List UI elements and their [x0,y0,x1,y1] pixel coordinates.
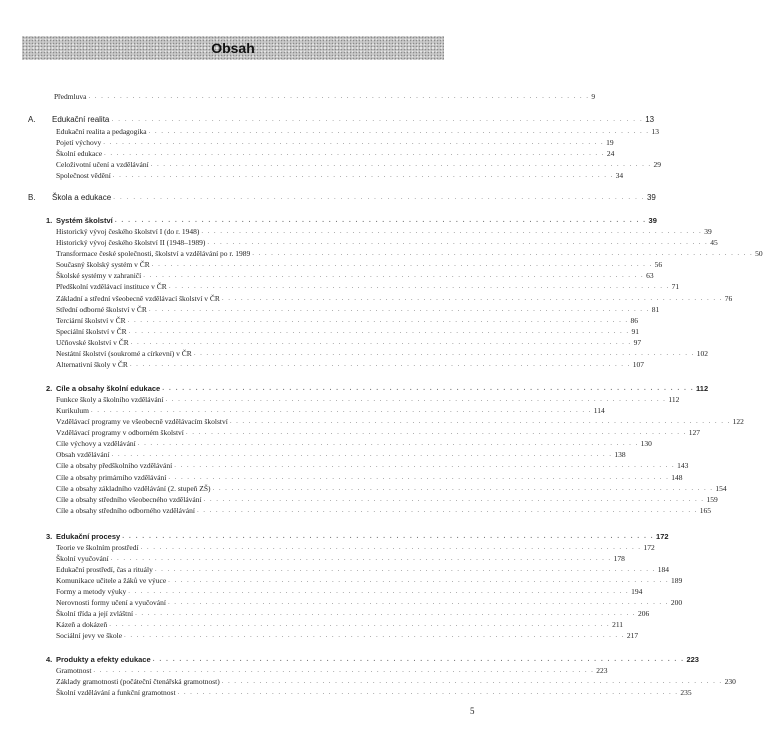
toc-label: Školní edukace [56,149,103,158]
toc-page-number: 19 [606,138,614,147]
toc-label: Cíle a obsahy primárního vzdělávání [56,473,167,482]
dot-leader: . . . . . . . . . . . . . . . . . . . . . . . . . . . . . . . . . . . . . . . . . . . . . . . . . . . . . . . . . . . . . . . . . . . . . . . . . . . . . . . . [130,338,632,346]
toc-page-number: 127 [688,428,700,437]
toc-label: Historický vývoj českého školství I (do r. 1948) [56,227,200,236]
toc-page-number: 206 [637,609,650,618]
toc-label: Kázeň a dokázeň [56,620,108,629]
toc-page-number: 184 [657,565,669,574]
toc-page-number: 189 [671,576,683,585]
toc-entry[interactable] [56,303,660,314]
toc-entry[interactable] [56,493,718,504]
toc-entry[interactable] [56,336,642,347]
toc-label: Nestátní školství (soukromé a církevní) v ČR [56,349,192,358]
toc-page-number: 148 [671,473,683,482]
toc-page-number: 39 [648,216,657,225]
dot-leader: . . . . . . . . . . . . . . . . . . . . . . . . . . . . . . . . . . . . . . . . . . . . . . . . . . . . . . . . . . . . . . . . . . . . . . . . . . . . . . . . [154,565,656,573]
toc-entry[interactable] [56,169,624,180]
toc-entry[interactable] [56,147,615,158]
toc-page-number: 39 [704,227,712,236]
toc-label: Školské systémy v zahraničí [56,271,142,280]
toc-page-number: 172 [643,543,655,552]
toc-page-number: 63 [646,271,654,280]
toc-entry[interactable] [56,629,639,640]
toc-page-number: 107 [632,360,644,369]
dot-leader: . . . . . . . . . . . . . . . . . . . . . . . . . . . . . . . . . . . . . . . . . . . . . . . . . . . . . . . . . . . . . . . . . . . . . . . . . . . . . . . . [111,450,613,458]
dot-leader: . . . . . . . . . . . . . . . . . . . . . . . . . . . . . . . . . . . . . . . . . . . . . . . . . . . . . . . . . . . . . . . . . . . . . . . . . . . . . . . . [168,576,670,584]
toc-page-number: 9 [591,92,596,101]
toc-label: Školní vyučování [56,554,109,563]
toc-label: Sociální jevy ve škole [56,631,123,640]
toc-entry[interactable] [56,325,639,336]
toc-page-number: 39 [646,193,656,202]
toc-entry[interactable] [56,314,639,325]
toc-page-number: 102 [696,349,708,358]
toc-label: Speciální školství v ČR [56,327,127,336]
toc-label: Škola a edukace [52,193,112,202]
toc-entry[interactable] [56,415,744,426]
dot-leader: . . . . . . . . . . . . . . . . . . . . . . . . . . . . . . . . . . . . . . . . . . . . . . . . . . . . . . . . . . . . . . . . . . . . . . . . . . . . . . . . [177,688,679,696]
toc-page-number: 194 [631,587,643,596]
dot-leader: . . . . . . . . . . . . . . . . . . . . . . . . . . . . . . . . . . . . . . . . . . . . . . . . . . . . . . . . . . . . . . . . . . . . . . . . . . . . . . . . [148,305,650,313]
toc-label: Systém školství [56,216,113,225]
dot-leader: . . . . . . . . . . . . . . . . . . . . . . . . . . . . . . . . . . . . . . . . . . . . . . . . . . . . . . . . . . . . . . . . . . . . . . . . . . . . . . . . [129,360,631,368]
dot-leader: . . . . . . . . . . . . . . . . . . . . . . . . . . . . . . . . . . . . . . . . . . . . . . . . . . . . . . . . . . . . . . . . . . . . . . . . . . . . . . . . [152,656,685,663]
toc-entry[interactable] [56,347,708,358]
dot-leader: . . . . . . . . . . . . . . . . . . . . . . . . . . . . . . . . . . . . . . . . . . . . . . . . . . . . . . . . . . . . . . . . . . . . . . . . . . . . . . . . [221,677,723,685]
dot-leader: . . . . . . . . . . . . . . . . . . . . . . . . . . . . . . . . . . . . . . . . . . . . . . . . . . . . . . . . . . . . . . . . . . . . . . . . . . . . . . . . [113,194,645,201]
dot-leader: . . . . . . . . . . . . . . . . . . . . . . . . . . . . . . . . . . . . . . . . . . . . . . . . . . . . . . . . . . . . . . . . . . . . . . . . . . . . . . . . [207,238,709,246]
toc-number: B. [28,193,36,202]
toc-label: Cíle výchovy a vzdělávání [56,439,136,448]
toc-entry[interactable] [56,247,763,258]
toc-page-number: 143 [677,461,689,470]
toc-label: Celoživotní učení a vzdělávání [56,160,149,169]
dot-leader: . . . . . . . . . . . . . . . . . . . . . . . . . . . . . . . . . . . . . . . . . . . . . . . . . . . . . . . . . . . . . . . . . . . . . . . . . . . . . . . . [201,227,703,235]
toc-label: Cíle a obsahy středního všeobecného vzdělávání [56,495,202,504]
toc-entry[interactable] [56,426,700,437]
toc-entry[interactable] [56,236,718,247]
toc-entry[interactable] [56,158,662,169]
toc-number: 1. [46,216,53,225]
toc-entry[interactable] [56,136,614,147]
toc-page-number: 86 [630,316,639,325]
toc-label: Základy gramotnosti (počáteční čtenářská gramotnost) [56,677,220,686]
toc-label: Předmluva [54,92,87,101]
dot-leader: . . . . . . . . . . . . . . . . . . . . . . . . . . . . . . . . . . . . . . . . . . . . . . . . . . . . . . . . . . . . . . . . . . . . . . . . . . . . . . . . [111,116,644,123]
toc-page-number: 81 [651,305,660,314]
toc-page-number: 217 [626,631,639,640]
dot-leader: . . . . . . . . . . . . . . . . . . . . . . . . . . . . . . . . . . . . . . . . . . . . . . . . . . . . . . . . . . . . . . . . . . . . . . . . . . . . . . . . [122,533,655,540]
toc-page-number: 154 [715,484,727,493]
dot-leader: . . . . . . . . . . . . . . . . . . . . . . . . . . . . . . . . . . . . . . . . . . . . . . . . . . . . . . . . . . . . . . . . . . . . . . . . . . . . . . . . [162,385,695,392]
dot-leader: . . . . . . . . . . . . . . . . . . . . . . . . . . . . . . . . . . . . . . . . . . . . . . . . . . . . . . . . . . . . . . . . . . . . . . . . . . . . . . . . [109,620,611,628]
toc-chapter[interactable] [46,214,657,225]
dot-leader: . . . . . . . . . . . . . . . . . . . . . . . . . . . . . . . . . . . . . . . . . . . . . . . . . . . . . . . . . . . . . . . . . . . . . . . . . . . . . . . . [165,395,667,403]
toc-entry[interactable] [56,552,625,563]
toc-entry[interactable] [56,675,736,686]
toc-entry[interactable] [54,90,596,101]
toc-label: Vzdělávací programy v odborném školství [56,428,184,437]
toc-label: Učňovské školství v ČR [56,338,129,347]
toc-chapter[interactable] [46,382,709,393]
toc-number: 4. [46,655,53,664]
dot-leader: . . . . . . . . . . . . . . . . . . . . . . . . . . . . . . . . . . . . . . . . . . . . . . . . . . . . . . . . . . . . . . . . . . . . . . . . . . . . . . . . [140,543,642,551]
toc-label: Současný školský systém v ČR [56,260,150,269]
toc-entry[interactable] [56,280,680,291]
toc-number: A. [28,115,36,124]
dot-leader: . . . . . . . . . . . . . . . . . . . . . . . . . . . . . . . . . . . . . . . . . . . . . . . . . . . . . . . . . . . . . . . . . . . . . . . . . . . . . . . . [143,271,645,279]
toc-label: Komunikace učitele a žáků ve výuce [56,576,167,585]
toc-label: Edukační realita [52,115,110,124]
toc-label: Transformace české společnosti, školství a vzdělávání po r. 1989 [56,249,251,258]
toc-page-number: 45 [710,238,718,247]
toc-page-number: 56 [654,260,663,269]
toc-entry[interactable] [56,585,643,596]
toc-page-number: 165 [699,506,712,515]
toc-entry[interactable] [56,574,683,585]
dot-leader: . . . . . . . . . . . . . . . . . . . . . . . . . . . . . . . . . . . . . . . . . . . . . . . . . . . . . . . . . . . . . . . . . . . . . . . . . . . . . . . . [128,587,630,595]
toc-page-number: 91 [631,327,639,336]
toc-part[interactable] [28,191,656,202]
toc-entry[interactable] [56,125,659,136]
dot-leader: . . . . . . . . . . . . . . . . . . . . . . . . . . . . . . . . . . . . . . . . . . . . . . . . . . . . . . . . . . . . . . . . . . . . . . . . . . . . . . . . [148,127,650,135]
toc-entry[interactable] [56,292,733,303]
dot-leader: . . . . . . . . . . . . . . . . . . . . . . . . . . . . . . . . . . . . . . . . . . . . . . . . . . . . . . . . . . . . . . . . . . . . . . . . . . . . . . . . [168,282,670,290]
toc-label: Cíle a obsahy školní edukace [56,384,161,393]
toc-label: Produkty a efekty edukace [56,655,151,664]
toc-label: Nerovnosti formy učení a vyučování [56,598,166,607]
toc-label: Předškolní vzdělávací instituce v ČR [56,282,167,291]
toc-entry[interactable] [56,404,605,415]
toc-page-number: 223 [686,655,699,664]
dot-leader: . . . . . . . . . . . . . . . . . . . . . . . . . . . . . . . . . . . . . . . . . . . . . . . . . . . . . . . . . . . . . . . . . . . . . . . . . . . . . . . . [128,327,630,335]
dot-leader: . . . . . . . . . . . . . . . . . . . . . . . . . . . . . . . . . . . . . . . . . . . . . . . . . . . . . . . . . . . . . . . . . . . . . . . . . . . . . . . . [196,506,698,514]
toc-entry[interactable] [56,541,655,552]
dot-leader: . . . . . . . . . . . . . . . . . . . . . . . . . . . . . . . . . . . . . . . . . . . . . . . . . . . . . . . . . . . . . . . . . . . . . . . . . . . . . . . . [193,349,695,357]
dot-leader: . . . . . . . . . . . . . . . . . . . . . . . . . . . . . . . . . . . . . . . . . . . . . . . . . . . . . . . . . . . . . . . . . . . . . . . . . . . . . . . . [93,666,595,674]
toc-page-number: 114 [593,406,605,415]
toc-label: Obsah vzdělávání [56,450,110,459]
toc-page-number: 34 [615,171,624,180]
toc-page-number: 159 [706,495,718,504]
toc-page-number: 178 [613,554,625,563]
toc-entry[interactable] [56,258,663,269]
toc-page-number: 122 [732,417,744,426]
dot-leader: . . . . . . . . . . . . . . . . . . . . . . . . . . . . . . . . . . . . . . . . . . . . . . . . . . . . . . . . . . . . . . . . . . . . . . . . . . . . . . . . [90,406,592,414]
toc-label: Terciární školství v ČR [56,316,126,325]
toc-entry[interactable] [56,225,712,236]
toc-label: Kurikulum [56,406,89,415]
dot-leader: . . . . . . . . . . . . . . . . . . . . . . . . . . . . . . . . . . . . . . . . . . . . . . . . . . . . . . . . . . . . . . . . . . . . . . . . . . . . . . . . [104,149,605,157]
toc-entry[interactable] [56,607,650,618]
toc-number: 3. [46,532,53,541]
toc-label: Cíle a obsahy základního vzdělávání (2. stupeň ZŠ) [56,484,211,493]
toc-label: Pojetí výchovy [56,138,102,147]
toc-chapter[interactable] [46,530,669,541]
toc-page-number: 200 [670,598,683,607]
dot-leader: . . . . . . . . . . . . . . . . . . . . . . . . . . . . . . . . . . . . . . . . . . . . . . . . . . . . . . . . . . . . . . . . . . . . . . . . . . . . . . . . [167,598,669,606]
toc-entry[interactable] [56,471,683,482]
toc-entry[interactable] [56,437,652,448]
toc-entry[interactable] [56,459,689,470]
toc-entry[interactable] [56,563,669,574]
dot-leader: . . . . . . . . . . . . . . . . . . . . . . . . . . . . . . . . . . . . . . . . . . . . . . . . . . . . . . . . . . . . . . . . . . . . . . . . . . . . . . . . [137,439,639,447]
toc-number: 2. [46,384,53,393]
dot-leader: . . . . . . . . . . . . . . . . . . . . . . . . . . . . . . . . . . . . . . . . . . . . . . . . . . . . . . . . . . . . . . . . . . . . . . . . . . . . . . . . [221,294,723,302]
toc-label: Cíle a obsahy středního odborného vzdělávání [56,506,195,515]
dot-leader: . . . . . . . . . . . . . . . . . . . . . . . . . . . . . . . . . . . . . . . . . . . . . . . . . . . . . . . . . . . . . . . . . . . . . . . . . . . . . . . . [151,260,653,268]
toc-page-number: 130 [640,439,652,448]
toc-label: Edukační realita a pedagogika [56,127,147,136]
toc-page-number: 13 [651,127,659,136]
dot-leader: . . . . . . . . . . . . . . . . . . . . . . . . . . . . . . . . . . . . . . . . . . . . . . . . . . . . . . . . . . . . . . . . . . . . . . . . . . . . . . . . [203,495,705,503]
toc-page-number: 71 [671,282,680,291]
toc-entry[interactable] [56,664,608,675]
dot-leader: . . . . . . . . . . . . . . . . . . . . . . . . . . . . . . . . . . . . . . . . . . . . . . . . . . . . . . . . . . . . . . . . . . . . . . . . . . . . . . . . [252,249,754,257]
dot-leader: . . . . . . . . . . . . . . . . . . . . . . . . . . . . . . . . . . . . . . . . . . . . . . . . . . . . . . . . . . . . . . . . . . . . . . . . . . . . . . . . [174,461,676,469]
dot-leader: . . . . . . . . . . . . . . . . . . . . . . . . . . . . . . . . . . . . . . . . . . . . . . . . . . . . . . . . . . . . . . . . . . . . . . . . . . . . . . . . [114,217,647,224]
dot-leader: . . . . . . . . . . . . . . . . . . . . . . . . . . . . . . . . . . . . . . . . . . . . . . . . . . . . . . . . . . . . . . . . . . . . . . . . . . . . . . . . [110,554,612,562]
toc-entry[interactable] [56,269,654,280]
dot-leader: . . . . . . . . . . . . . . . . . . . . . . . . . . . . . . . . . . . . . . . . . . . . . . . . . . . . . . . . . . . . . . . . . . . . . . . . . . . . . . . . [229,417,731,425]
dot-leader: . . . . . . . . . . . . . . . . . . . . . . . . . . . . . . . . . . . . . . . . . . . . . . . . . . . . . . . . . . . . . . . . . . . . . . . . . . . . . . . . [88,92,590,100]
dot-leader: . . . . . . . . . . . . . . . . . . . . . . . . . . . . . . . . . . . . . . . . . . . . . . . . . . . . . . . . . . . . . . . . . . . . . . . . . . . . . . . . [124,631,625,639]
toc-entry[interactable] [56,448,626,459]
toc-label: Společnost vědění [56,171,111,180]
toc-page-number: 235 [680,688,692,697]
toc-page-number: 138 [614,450,626,459]
toc-label: Teorie ve školním prostředí [56,543,139,552]
toc-page-number: 29 [653,160,662,169]
toc-page-number: 230 [724,677,736,686]
toc-page-number: 13 [645,115,655,124]
toc-page-number: 211 [612,620,624,629]
toc-entry[interactable] [56,482,727,493]
toc-page-number: 112 [696,384,709,393]
toc-page-number: 172 [656,532,669,541]
toc-page-number: 223 [596,666,608,675]
toc-label: Edukační procesy [56,532,121,541]
toc-label: Gramotnost [56,666,92,675]
toc-label: Funkce školy a školního vzdělávání [56,395,164,404]
dot-leader: . . . . . . . . . . . . . . . . . . . . . . . . . . . . . . . . . . . . . . . . . . . . . . . . . . . . . . . . . . . . . . . . . . . . . . . . . . . . . . . . [168,473,670,481]
dot-leader: . . . . . . . . . . . . . . . . . . . . . . . . . . . . . . . . . . . . . . . . . . . . . . . . . . . . . . . . . . . . . . . . . . . . . . . . . . . . . . . . [103,138,605,146]
toc-label: Formy a metody výuky [56,587,127,596]
toc-label: Školní třída a její zvláštní [56,609,134,618]
toc-label: Střední odborné školství v ČR [56,305,147,314]
toc-entry[interactable] [56,504,712,515]
dot-leader: . . . . . . . . . . . . . . . . . . . . . . . . . . . . . . . . . . . . . . . . . . . . . . . . . . . . . . . . . . . . . . . . . . . . . . . . . . . . . . . . [127,316,629,324]
toc-label: Školní vzdělávání a funkční gramotnost [56,688,176,697]
dot-leader: . . . . . . . . . . . . . . . . . . . . . . . . . . . . . . . . . . . . . . . . . . . . . . . . . . . . . . . . . . . . . . . . . . . . . . . . . . . . . . . . [135,609,636,617]
toc-entry[interactable] [56,618,624,629]
toc-page-number: 97 [633,338,642,347]
toc-page-number: 76 [724,294,733,303]
toc-label: Cíle a obsahy předškolního vzdělávání [56,461,173,470]
toc-page-number: 24 [606,149,615,158]
page-title: Obsah [211,40,255,56]
toc-entry[interactable] [56,596,683,607]
toc-page-number: 112 [668,395,680,404]
toc-label: Edukační prostředí, čas a rituály [56,565,153,574]
page-number: 5 [470,706,475,716]
dot-leader: . . . . . . . . . . . . . . . . . . . . . . . . . . . . . . . . . . . . . . . . . . . . . . . . . . . . . . . . . . . . . . . . . . . . . . . . . . . . . . . . [185,428,687,436]
toc-part[interactable] [28,113,655,124]
dot-leader: . . . . . . . . . . . . . . . . . . . . . . . . . . . . . . . . . . . . . . . . . . . . . . . . . . . . . . . . . . . . . . . . . . . . . . . . . . . . . . . . [112,171,614,179]
toc-label: Historický vývoj českého školství II (1948–1989) [56,238,206,247]
dot-leader: . . . . . . . . . . . . . . . . . . . . . . . . . . . . . . . . . . . . . . . . . . . . . . . . . . . . . . . . . . . . . . . . . . . . . . . . . . . . . . . . [212,484,714,492]
toc-chapter[interactable] [46,653,699,664]
dot-leader: . . . . . . . . . . . . . . . . . . . . . . . . . . . . . . . . . . . . . . . . . . . . . . . . . . . . . . . . . . . . . . . . . . . . . . . . . . . . . . . . [150,160,652,168]
toc-label: Alternativní školy v ČR [56,360,128,369]
toc-label: Základní a střední všeobecně vzdělávací školství v ČR [56,294,220,303]
toc-label: Vzdělávací programy ve všeobecně vzdělávacím školství [56,417,228,426]
toc-entry[interactable] [56,358,644,369]
toc-entry[interactable] [56,686,692,697]
toc-page-number: 50 [755,249,763,258]
toc-entry[interactable] [56,393,680,404]
